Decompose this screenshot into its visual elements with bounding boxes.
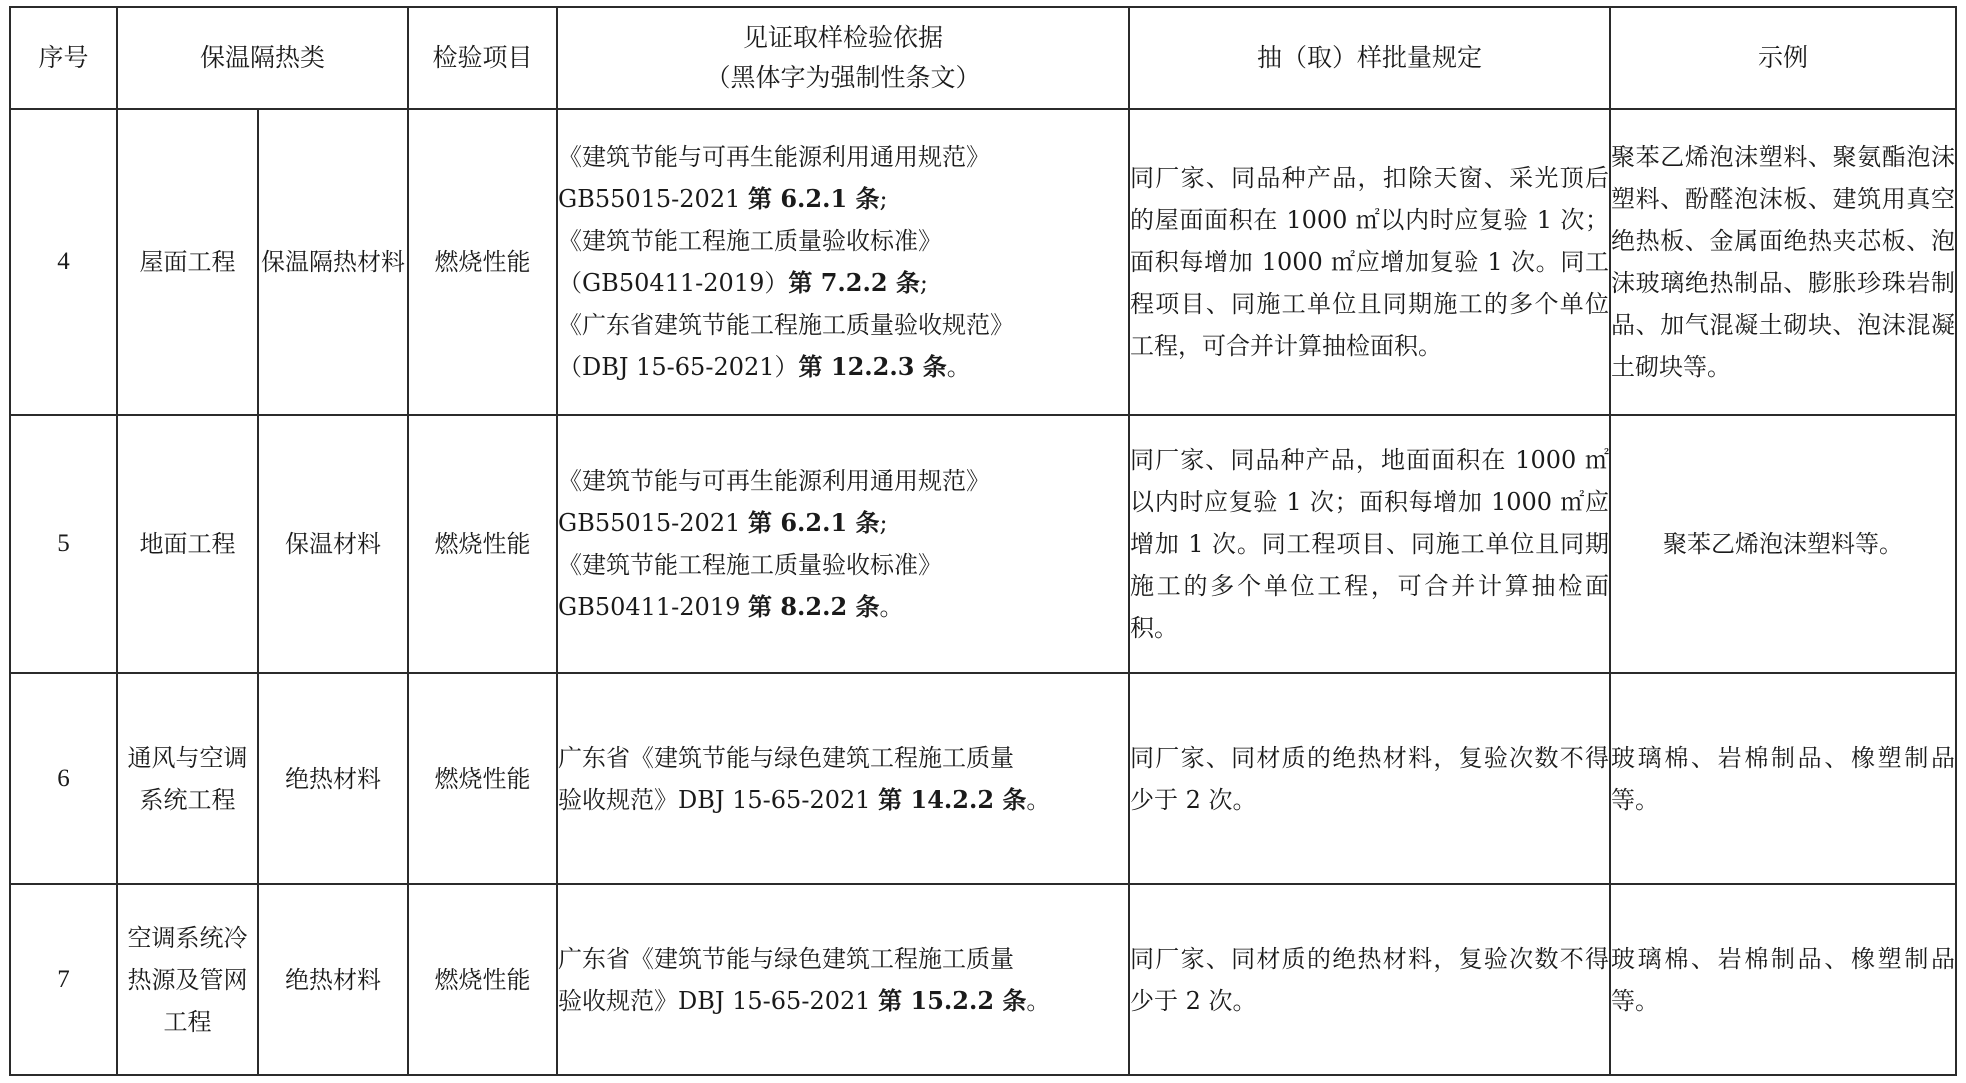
- row-project: 空调系统冷热源及管网工程: [117, 884, 258, 1075]
- basis-line: 《广东省建筑节能工程施工质量验收规范》: [558, 311, 1015, 339]
- header-item: 检验项目: [408, 7, 557, 109]
- row-item: 燃烧性能: [408, 673, 557, 884]
- basis-punct: ;: [879, 185, 888, 213]
- basis-text: （GB50411-2019）: [558, 269, 789, 297]
- basis-line: [558, 502, 1128, 544]
- row-batch: 同厂家、同材质的绝热材料，复验次数不得少于 2 次。: [1129, 673, 1610, 884]
- row-item: 燃烧性能: [408, 415, 557, 673]
- basis-line: 《建筑节能工程施工质量验收标准》: [558, 551, 943, 579]
- basis-line: 广东省《建筑节能与绿色建筑工程施工质量: [558, 944, 1015, 973]
- header-basis-line2: （黑体字为强制性条文）: [705, 63, 981, 92]
- row-batch: 同厂家、同材质的绝热材料，复验次数不得少于 2 次。: [1129, 884, 1610, 1075]
- basis-text: GB55015-2021: [558, 509, 748, 537]
- basis-text: GB50411-2019: [558, 593, 748, 621]
- basis-punct: 。: [946, 353, 971, 381]
- header-category: 保温隔热类: [117, 7, 408, 109]
- basis-line: 《建筑节能与可再生能源利用通用规范》: [558, 467, 991, 495]
- row-project: 屋面工程: [117, 109, 258, 415]
- row-example: 玻璃棉、岩棉制品、橡塑制品等。: [1610, 884, 1956, 1075]
- row-basis: [557, 673, 1129, 884]
- header-seq: 序号: [10, 7, 117, 109]
- basis-line: [558, 586, 1128, 628]
- mandatory-clause: 第 15.2.2 条: [878, 985, 1027, 1015]
- basis-line: [558, 980, 1128, 1022]
- header-basis: [557, 7, 1129, 109]
- row-basis: [557, 109, 1129, 415]
- table-row: [10, 109, 1956, 415]
- header-batch: 抽（取）样批量规定: [1129, 7, 1610, 109]
- basis-punct: 。: [879, 593, 904, 621]
- mandatory-clause: 第 6.2.1 条: [748, 184, 880, 213]
- row-item: 燃烧性能: [408, 884, 557, 1075]
- mandatory-clause: 第 8.2.2 条: [748, 592, 880, 621]
- row-basis: [557, 884, 1129, 1075]
- basis-punct: ;: [879, 509, 888, 537]
- basis-line: 《建筑节能工程施工质量验收标准》: [558, 227, 943, 255]
- table-row: [10, 884, 1956, 1075]
- basis-line: 《建筑节能与可再生能源利用通用规范》: [558, 143, 991, 171]
- mandatory-clause: 第 6.2.1 条: [748, 508, 880, 537]
- mandatory-clause: 第 14.2.2 条: [878, 784, 1027, 814]
- basis-text: GB55015-2021: [558, 185, 748, 213]
- basis-text: 验收规范》DBJ 15-65-2021: [558, 785, 879, 814]
- basis-punct: ;: [919, 269, 928, 297]
- row-material: 绝热材料: [258, 673, 408, 884]
- row-seq: 6: [10, 673, 117, 884]
- row-seq: 7: [10, 884, 117, 1075]
- basis-line: [558, 178, 1128, 220]
- row-item: 燃烧性能: [408, 109, 557, 415]
- row-example: 玻璃棉、岩棉制品、橡塑制品等。: [1610, 673, 1956, 884]
- row-material: 保温隔热材料: [258, 109, 408, 415]
- header-basis-line1: 见证取样检验依据: [743, 23, 944, 52]
- table-row: [10, 415, 1956, 673]
- basis-line: 广东省《建筑节能与绿色建筑工程施工质量: [558, 743, 1015, 772]
- header-row: [10, 7, 1956, 109]
- basis-text: 验收规范》DBJ 15-65-2021: [558, 986, 879, 1015]
- basis-line: [558, 779, 1128, 821]
- basis-line: [558, 346, 1128, 388]
- row-seq: 4: [10, 109, 117, 415]
- row-basis: [557, 415, 1129, 673]
- row-project: 地面工程: [117, 415, 258, 673]
- row-example: 聚苯乙烯泡沫塑料等。: [1610, 415, 1956, 673]
- basis-punct: 。: [1026, 986, 1051, 1015]
- basis-punct: 。: [1026, 785, 1051, 814]
- table-row: [10, 673, 1956, 884]
- basis-text: （DBJ 15-65-2021）: [558, 353, 799, 381]
- row-seq: 5: [10, 415, 117, 673]
- basis-line: [558, 262, 1128, 304]
- header-example: 示例: [1610, 7, 1956, 109]
- row-project: 通风与空调系统工程: [117, 673, 258, 884]
- mandatory-clause: 第 12.2.3 条: [798, 352, 947, 381]
- row-material: 保温材料: [258, 415, 408, 673]
- row-material: 绝热材料: [258, 884, 408, 1075]
- row-batch: 同厂家、同品种产品，扣除天窗、采光顶后的屋面面积在 1000 ㎡以内时应复验 1 次；面积每增加 1000 ㎡应增加复验 1 次。同工程项目、同施工单位且同期施工的多个单位工程，可合并计算抽检面积。: [1129, 109, 1610, 415]
- row-batch: 同厂家、同品种产品，地面面积在 1000 ㎡以内时应复验 1 次；面积每增加 1000 ㎡应增加 1 次。同工程项目、同施工单位且同期施工的多个单位工程，可合并计算抽检面积。: [1129, 415, 1610, 673]
- mandatory-clause: 第 7.2.2 条: [788, 268, 920, 297]
- row-example: 聚苯乙烯泡沫塑料、聚氨酯泡沫塑料、酚醛泡沫板、建筑用真空绝热板、金属面绝热夹芯板、泡沫玻璃绝热制品、膨胀珍珠岩制品、加气混凝土砌块、泡沫混凝土砌块等。: [1610, 109, 1956, 415]
- inspection-table: [9, 6, 1957, 1076]
